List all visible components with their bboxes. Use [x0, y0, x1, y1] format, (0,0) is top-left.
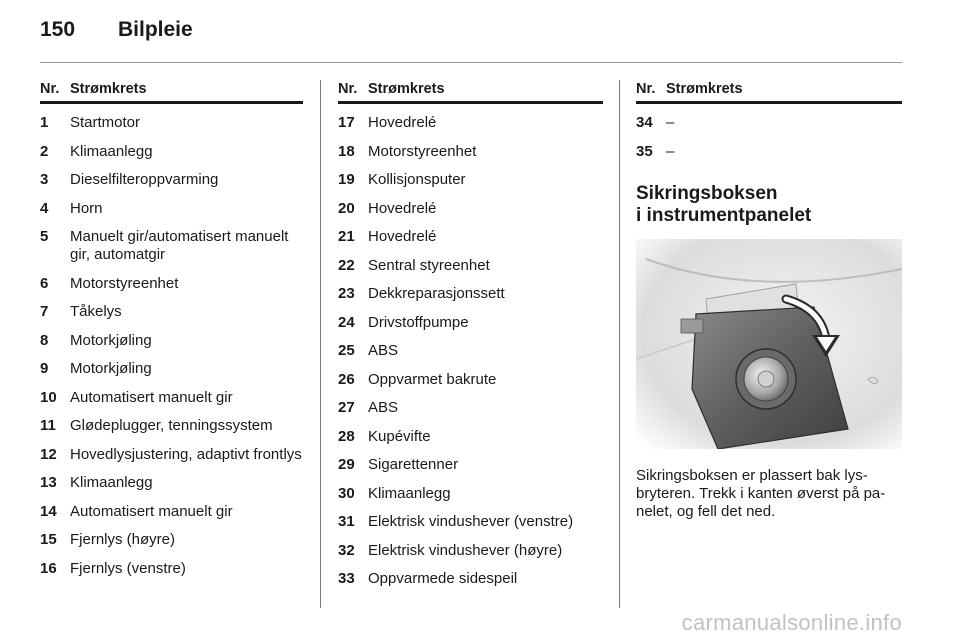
fuse-table-column-1 [40, 80, 303, 588]
fuse-number: 13 [40, 474, 57, 491]
fuse-number: 17 [338, 114, 355, 131]
fuse-number: 3 [40, 171, 49, 188]
fuse-number: 1 [40, 114, 49, 131]
fuse-row [40, 360, 303, 378]
fuse-circuit: Manuelt gir/automatisert manuelt gir, automatgir [70, 228, 289, 263]
fuse-circuit: Hovedrelé [368, 114, 437, 131]
fuse-row [40, 114, 303, 132]
fuse-row [636, 114, 902, 132]
fuse-number: 15 [40, 531, 57, 548]
fuse-circuit: Oppvarmede sidespeil [368, 570, 518, 587]
fuse-row [338, 200, 603, 218]
fuse-circuit: Elektrisk vindushever (venstre) [368, 513, 574, 530]
fuse-number: 14 [40, 502, 57, 520]
fuse-row [338, 228, 603, 246]
panel-clip [681, 319, 703, 333]
header-nr: Nr. [40, 81, 60, 97]
page-header [40, 18, 193, 48]
watermark: carmanualsonline.info [681, 610, 902, 635]
fuse-circuit: Dieselfilteroppvarming [70, 171, 219, 188]
fuse-circuit: Motorstyreenhet [368, 142, 477, 160]
fuse-number: 11 [40, 417, 56, 434]
fuse-number: 32 [338, 541, 355, 559]
fuse-row [338, 171, 603, 189]
fuse-circuit: Hovedrelé [368, 199, 437, 217]
section-title-line-1: Sikringsboksen [636, 182, 778, 204]
fuse-number: 18 [338, 142, 355, 160]
fuse-table-column-3 [636, 80, 902, 521]
fuse-number: 7 [40, 303, 49, 320]
fuse-row [40, 275, 303, 293]
fuse-circuit: Klimaanlegg [70, 142, 153, 160]
fuse-list [636, 114, 902, 161]
fuse-circuit: Kupévifte [368, 427, 431, 445]
fuse-row [338, 314, 603, 332]
fuse-circuit: Drivstoffpumpe [368, 313, 469, 331]
fuse-number: 25 [338, 342, 355, 359]
fuse-number: 24 [338, 313, 355, 331]
fuse-row [40, 446, 303, 464]
header-nr: Nr. [338, 81, 358, 97]
fuse-row [40, 332, 303, 350]
fuse-circuit: Fjernlys (høyre) [70, 531, 176, 548]
header-circuit: Strømkrets [368, 81, 445, 97]
fuse-circuit: Horn [70, 199, 103, 217]
fuse-circuit: Startmotor [70, 114, 141, 131]
fuse-row [40, 560, 303, 578]
fuse-number: 29 [338, 456, 355, 473]
fuse-number: 20 [338, 199, 355, 217]
fuse-row [338, 371, 603, 389]
fuse-number: 5 [40, 228, 49, 245]
fuse-circuit: Sentral styreenhet [368, 256, 490, 274]
fuse-circuit: ABS [368, 399, 399, 416]
fuse-circuit: – [666, 114, 675, 131]
fuse-row [338, 342, 603, 360]
fusebox-caption: Sikringsboksen er plassert bak lys-bryteren. Trekk i kanten øverst på pa-nelet, og fell det ned. [636, 466, 886, 520]
table-header [40, 80, 303, 98]
fuse-circuit: Motorkjøling [70, 360, 152, 377]
fuse-row [40, 228, 303, 264]
fuse-number: 2 [40, 142, 49, 160]
fuse-row [338, 143, 603, 161]
fuse-number: 23 [338, 285, 355, 302]
fuse-number: 31 [338, 513, 355, 530]
fuse-row [40, 503, 303, 521]
header-circuit: Strømkrets [666, 81, 743, 97]
header-circuit: Strømkrets [70, 81, 147, 97]
fuse-circuit: Klimaanlegg [70, 474, 153, 491]
section-title [636, 183, 902, 227]
fuse-number: 26 [338, 370, 355, 388]
fuse-number: 9 [40, 360, 49, 377]
fuse-number: 4 [40, 199, 49, 217]
fuse-circuit: Sigarettenner [368, 456, 459, 473]
fuse-list [40, 114, 303, 578]
fuse-row [338, 428, 603, 446]
table-header-rule [338, 101, 603, 104]
fuse-row [40, 143, 303, 161]
fuse-circuit: Tåkelys [70, 303, 122, 320]
fuse-row [338, 456, 603, 474]
fuse-row [338, 399, 603, 417]
fuse-circuit: Hovedlysjustering, adaptivt frontlys [70, 445, 302, 463]
fuse-row [40, 171, 303, 189]
fuse-circuit: Motorkjøling [70, 331, 152, 349]
column-divider-1 [320, 80, 321, 608]
fuse-number: 28 [338, 427, 355, 445]
fuse-row [636, 143, 902, 161]
fuse-number: 22 [338, 256, 355, 274]
fuse-row [338, 285, 603, 303]
fuse-number: 6 [40, 274, 49, 292]
fuse-number: 27 [338, 399, 355, 416]
fuse-table-column-2 [338, 80, 603, 599]
fuse-row [338, 485, 603, 503]
fuse-circuit: ABS [368, 342, 399, 359]
column-divider-2 [619, 80, 620, 608]
fuse-number: 12 [40, 445, 57, 463]
fuse-row [40, 474, 303, 492]
fuse-row [40, 303, 303, 321]
fuse-number: 16 [40, 559, 57, 577]
fuse-circuit: Automatisert manuelt gir [70, 388, 233, 406]
table-header [338, 80, 603, 98]
fuse-circuit: Oppvarmet bakrute [368, 370, 497, 388]
fuse-row [338, 542, 603, 560]
fuse-number: 10 [40, 388, 57, 406]
fuse-row [338, 114, 603, 132]
fuse-number: 8 [40, 331, 49, 349]
fuse-row [338, 257, 603, 275]
fusebox-illustration [636, 239, 902, 449]
fuse-list [338, 114, 603, 588]
fuse-number: 21 [338, 228, 355, 245]
fuse-number: 35 [636, 142, 653, 160]
fuse-row [338, 570, 603, 588]
fuse-circuit: – [666, 142, 675, 160]
fuse-row [40, 200, 303, 218]
fuse-row [40, 417, 303, 435]
fuse-number: 33 [338, 570, 355, 587]
fuse-number: 19 [338, 171, 355, 188]
fuse-circuit: Klimaanlegg [368, 484, 451, 502]
header-nr: Nr. [636, 81, 656, 97]
fuse-circuit: Fjernlys (venstre) [70, 559, 186, 577]
page-number: 150 [40, 18, 76, 41]
fuse-row [338, 513, 603, 531]
fuse-circuit: Kollisjonsputer [368, 171, 466, 188]
fuse-row [40, 389, 303, 407]
table-header-rule [636, 101, 902, 104]
fuse-circuit: Automatisert manuelt gir [70, 502, 233, 520]
fuse-circuit: Glødeplugger, tenningssystem [70, 417, 273, 434]
table-header-rule [40, 101, 303, 104]
section-title-line-2: i instrumentpanelet [636, 204, 812, 226]
chapter-title: Bilpleie [118, 18, 193, 41]
fuse-number: 34 [636, 114, 653, 131]
knob-center [758, 371, 774, 387]
fuse-row [40, 531, 303, 549]
fuse-circuit: Dekkreparasjonssett [368, 285, 505, 302]
fuse-number: 30 [338, 484, 355, 502]
fuse-circuit: Hovedrelé [368, 228, 437, 245]
fuse-circuit: Elektrisk vindushever (høyre) [368, 541, 563, 559]
fuse-circuit: Motorstyreenhet [70, 274, 179, 292]
table-header [636, 80, 902, 98]
header-divider [40, 62, 902, 63]
